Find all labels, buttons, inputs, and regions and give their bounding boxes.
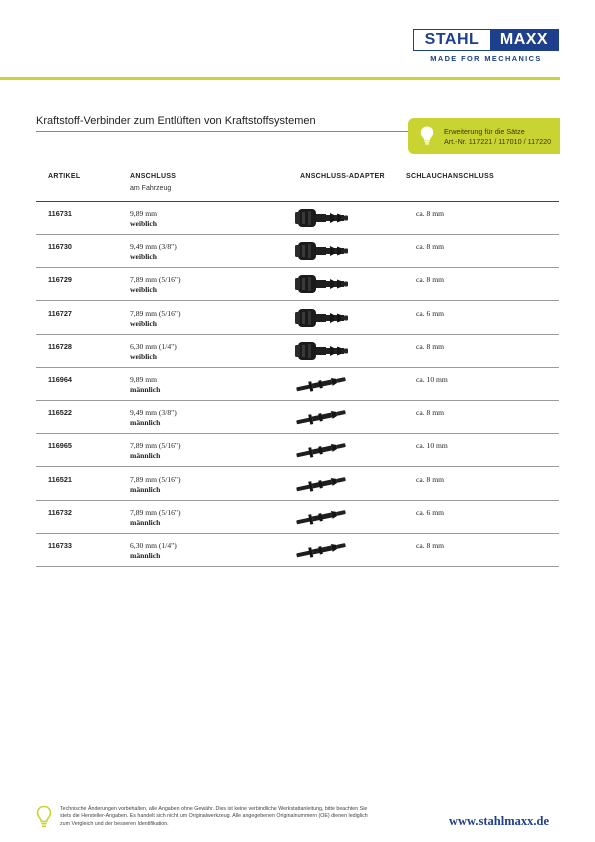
table-row (36, 268, 559, 301)
table-row (36, 335, 559, 368)
extension-note-box (408, 118, 560, 154)
female-connector-image (294, 304, 350, 332)
adapter-image (294, 304, 350, 332)
disclaimer-line-1: Technische Änderungen vorbehalten, alle Angaben ohne Gewähr. Dies ist keine verbindliche Werkstattanleitung, bitte beachten Sie (60, 806, 368, 812)
connection-gender: männlich (130, 517, 161, 527)
adapter-image (294, 370, 350, 398)
table-row (36, 202, 559, 235)
connection-gender: männlich (130, 451, 161, 461)
hose-connection: ca. 6 mm (416, 308, 445, 318)
connection-size: 7,89 mm (5/16") (130, 507, 181, 517)
extension-line-1: Erweiterung für die Sätze (444, 127, 525, 136)
connection-size: 9,49 mm (3/8") (130, 242, 177, 252)
column-header-anschluss: ANSCHLUSS (130, 173, 177, 180)
article-number: 116733 (48, 541, 72, 550)
hose-connection: ca. 8 mm (416, 341, 445, 351)
connection-gender: männlich (130, 385, 161, 394)
table-row (36, 434, 559, 467)
connection-gender: männlich (130, 484, 161, 494)
header-divider (0, 77, 560, 80)
table-row (36, 468, 559, 501)
connection-size: 7,89 mm (5/16") (130, 441, 181, 451)
hose-connection: ca. 8 mm (416, 275, 445, 285)
hose-connection: ca. 10 mm (416, 441, 448, 451)
connection-gender: männlich (130, 418, 161, 428)
female-connector-image (294, 337, 350, 365)
connection-size: 9,89 mm (130, 375, 158, 384)
disclaimer-line-3: zum Vergleich und der besseren Identifikation. (60, 820, 169, 827)
table-row (36, 534, 559, 567)
male-connector-image (294, 503, 350, 531)
hose-connection: ca. 8 mm (416, 541, 445, 550)
column-header-adapter: ANSCHLUSS-ADAPTER (300, 173, 385, 180)
adapter-image (294, 470, 350, 498)
logo-text-left: STAHL (414, 30, 490, 50)
hose-connection: ca. 8 mm (416, 408, 445, 418)
column-header-schlauch: SCHLAUCHANSCHLUSS (406, 173, 494, 180)
male-connector-image (294, 470, 350, 498)
male-connector-image (294, 536, 350, 564)
adapter-image (294, 536, 350, 564)
table-row (36, 302, 559, 335)
article-number: 116729 (48, 275, 72, 285)
article-number: 116521 (48, 474, 72, 484)
logo-tagline: MADE FOR MECHANICS (430, 54, 542, 63)
article-number: 116727 (48, 308, 72, 318)
table-row (36, 501, 559, 534)
table-row (36, 401, 559, 434)
adapter-image (294, 436, 350, 464)
table-row (36, 235, 559, 268)
hose-connection: ca. 8 mm (416, 242, 445, 252)
connection-size: 6,30 mm (1/4") (130, 541, 177, 550)
footer-lightbulb-icon (36, 805, 52, 829)
footer-disclaimer (60, 806, 405, 828)
adapter-image (294, 403, 350, 431)
male-connector-image (294, 370, 350, 398)
article-number: 116731 (48, 209, 72, 218)
connection-gender: männlich (130, 551, 161, 560)
extension-line-2: Art.-Nr. 117221 / 117010 / 117220 (444, 136, 552, 146)
adapter-image (294, 337, 350, 365)
page-title: Kraftstoff-Verbinder zum Entlüften von Kraftstoffsystemen (36, 115, 316, 127)
disclaimer-line-2: stets die Hersteller-Angaben. Es handelt sich nicht um Originalwerkzeug. Alle angegebenen Originalnummern (OE) dienen lediglich (60, 813, 368, 820)
connection-size: 6,30 mm (1/4") (130, 341, 177, 351)
logo-box (413, 29, 559, 51)
connection-size: 7,89 mm (5/16") (130, 474, 181, 484)
connection-size: 7,89 mm (5/16") (130, 308, 181, 318)
lightbulb-icon (420, 126, 434, 146)
female-connector-image (294, 237, 350, 265)
male-connector-image (294, 436, 350, 464)
hose-connection: ca. 8 mm (416, 474, 445, 484)
table-row (36, 368, 559, 401)
column-header-artikel: ARTIKEL (48, 173, 81, 180)
hose-connection: ca. 6 mm (416, 507, 445, 517)
brand-logo (413, 29, 559, 63)
article-number: 116732 (48, 507, 72, 517)
connection-gender: weiblich (130, 219, 158, 228)
article-number: 116522 (48, 408, 72, 418)
male-connector-image (294, 403, 350, 431)
connection-gender: weiblich (130, 351, 158, 361)
connection-size: 9,49 mm (3/8") (130, 408, 177, 418)
article-number: 116730 (48, 242, 72, 252)
article-number: 116728 (48, 341, 72, 351)
hose-connection: ca. 8 mm (416, 209, 445, 218)
article-number: 116965 (48, 441, 72, 451)
hose-connection: ca. 10 mm (416, 375, 448, 384)
adapter-image (294, 270, 350, 298)
article-number: 116964 (48, 375, 72, 384)
connection-size: 9,89 mm (130, 209, 158, 218)
column-subheader-anschluss: am Fahrzeug (130, 185, 172, 192)
female-connector-image (294, 204, 350, 232)
website-link[interactable]: www.stahlmaxx.de (449, 814, 550, 828)
logo-text-right: MAXX (490, 30, 558, 50)
connection-gender: weiblich (130, 252, 158, 262)
adapter-image (294, 204, 350, 232)
title-underline (36, 131, 408, 132)
female-connector-image (294, 270, 350, 298)
adapter-image (294, 503, 350, 531)
connection-gender: weiblich (130, 285, 158, 295)
adapter-image (294, 237, 350, 265)
connection-size: 7,89 mm (5/16") (130, 275, 181, 285)
connection-gender: weiblich (130, 318, 158, 328)
